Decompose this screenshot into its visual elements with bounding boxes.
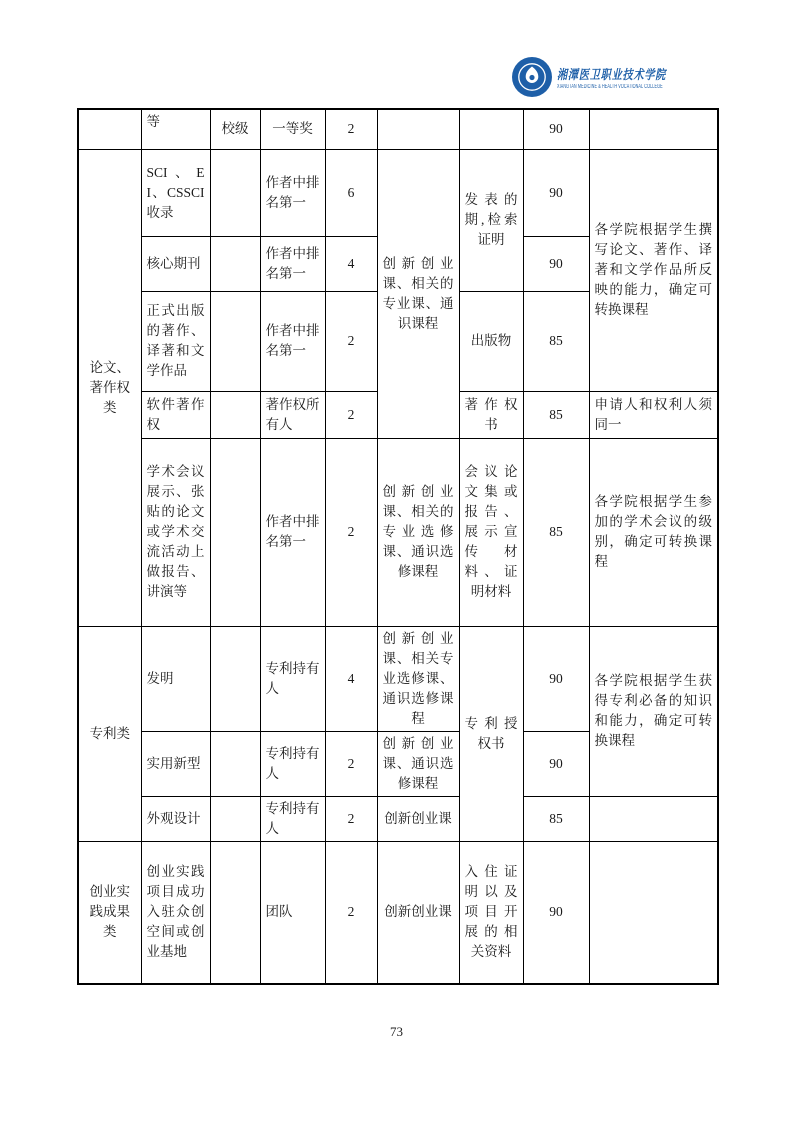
cell-credit: 2	[325, 731, 377, 796]
cell-level-empty	[210, 236, 260, 291]
cell-sub-utility: 实用新型	[141, 731, 210, 796]
cell-credit: 2	[325, 796, 377, 841]
college-name-en: XIANGTAN MEDICINE & HEALTH VOCATIONAL COLLEGE	[557, 84, 663, 90]
cell-category-empty	[78, 109, 141, 149]
cell-req: 专利持有人	[260, 626, 325, 731]
cell-req: 作者中排名第一	[260, 149, 325, 236]
cell-course: 创新创业课	[377, 841, 459, 984]
cell-category-patent: 专利类	[78, 626, 141, 841]
cell-level: 校级	[210, 109, 260, 149]
cell-level-empty	[210, 391, 260, 438]
cell-course-empty	[377, 109, 459, 149]
table-row	[78, 109, 718, 149]
cell-req: 著作权所有人	[260, 391, 325, 438]
cell-credit: 2	[325, 291, 377, 391]
cell-level-empty	[210, 149, 260, 236]
cell-evidence: 发表的期,检索证明	[459, 149, 523, 291]
cell-evidence: 著作权书	[459, 391, 523, 438]
cell-notes: 申请人和权利人须同一	[589, 391, 718, 438]
cell-notes: 各学院根据学生撰写论文、著作、译著和文学作品所反映的能力，确定可转换课程	[589, 149, 718, 391]
cell-score: 90	[523, 149, 589, 236]
cell-score: 90	[523, 841, 589, 984]
cell-evidence-empty	[459, 109, 523, 149]
cell-credit: 2	[325, 841, 377, 984]
cell-req: 作者中排名第一	[260, 291, 325, 391]
cell-sub-invention: 发明	[141, 626, 210, 731]
cell-score: 85	[523, 391, 589, 438]
cell-score: 85	[523, 438, 589, 626]
cell-sub-cont: 等	[141, 109, 210, 149]
cell-credit: 6	[325, 149, 377, 236]
cell-notes-empty	[589, 796, 718, 841]
table-row	[78, 796, 718, 841]
cell-course: 创新创业课、相关专业选修课、通识选修课程	[377, 626, 459, 731]
cell-course: 创新创业课	[377, 796, 459, 841]
table-row	[78, 841, 718, 984]
cell-level-empty	[210, 291, 260, 391]
cell-notes-empty	[589, 109, 718, 149]
cell-sub-conference: 学术会议展示、张贴的论文或学术交流活动上做报告、讲演等	[141, 438, 210, 626]
college-name-cn: 湘潭医卫职业技术学院	[557, 67, 667, 82]
cell-award: 一等奖	[260, 109, 325, 149]
cell-level-empty	[210, 841, 260, 984]
cell-evidence: 入住证明以及项目开展的相关资料	[459, 841, 523, 984]
cell-sub-sci: SCI、EI、CSSCI收录	[141, 149, 210, 236]
cell-category-startup: 创业实践成果类	[78, 841, 141, 984]
cell-credit: 4	[325, 626, 377, 731]
table-row	[78, 626, 718, 731]
cell-score: 90	[523, 731, 589, 796]
college-logo-text	[557, 64, 727, 90]
table-row	[78, 438, 718, 626]
cell-credit: 2	[325, 109, 377, 149]
cell-score: 90	[523, 109, 589, 149]
cell-level-empty	[210, 731, 260, 796]
cell-req: 团队	[260, 841, 325, 984]
cell-category-paper: 论文、著作权类	[78, 149, 141, 626]
cell-score: 85	[523, 796, 589, 841]
cell-level-empty	[210, 626, 260, 731]
cell-evidence: 出版物	[459, 291, 523, 391]
cell-score: 90	[523, 236, 589, 291]
cell-notes-empty	[589, 841, 718, 984]
college-logo-icon	[512, 57, 552, 97]
cell-sub-design: 外观设计	[141, 796, 210, 841]
cell-sub-works: 正式出版的著作、译著和文学作品	[141, 291, 210, 391]
cell-level-empty	[210, 438, 260, 626]
cell-req: 作者中排名第一	[260, 438, 325, 626]
table-row	[78, 149, 718, 236]
college-logo	[512, 57, 727, 97]
cell-credit: 2	[325, 438, 377, 626]
cell-notes: 各学院根据学生参加的学术会议的级别，确定可转换课程	[589, 438, 718, 626]
cell-notes: 各学院根据学生获得专利必备的知识和能力，确定可转换课程	[589, 626, 718, 796]
cell-req: 作者中排名第一	[260, 236, 325, 291]
cell-score: 85	[523, 291, 589, 391]
cell-course: 创新创业课、相关的专业课、通识课程	[377, 149, 459, 438]
cell-course: 创新创业课、相关的专业选修课、通识选修课程	[377, 438, 459, 626]
cell-score: 90	[523, 626, 589, 731]
cell-sub-software: 软件著作权	[141, 391, 210, 438]
cell-req: 专利持有人	[260, 796, 325, 841]
cell-sub-core: 核心期刊	[141, 236, 210, 291]
cell-req: 专利持有人	[260, 731, 325, 796]
cell-evidence: 会议论文集或报告、展示宣传材料、证明材料	[459, 438, 523, 626]
cell-credit: 2	[325, 391, 377, 438]
cell-evidence: 专利授权书	[459, 626, 523, 841]
cell-course: 创新创业课、通识选修课程	[377, 731, 459, 796]
cell-level-empty	[210, 796, 260, 841]
credit-conversion-table	[77, 108, 719, 985]
page-number: 73	[390, 1024, 403, 1039]
cell-credit: 4	[325, 236, 377, 291]
cell-sub-startup: 创业实践项目成功入驻众创空间或创业基地	[141, 841, 210, 984]
